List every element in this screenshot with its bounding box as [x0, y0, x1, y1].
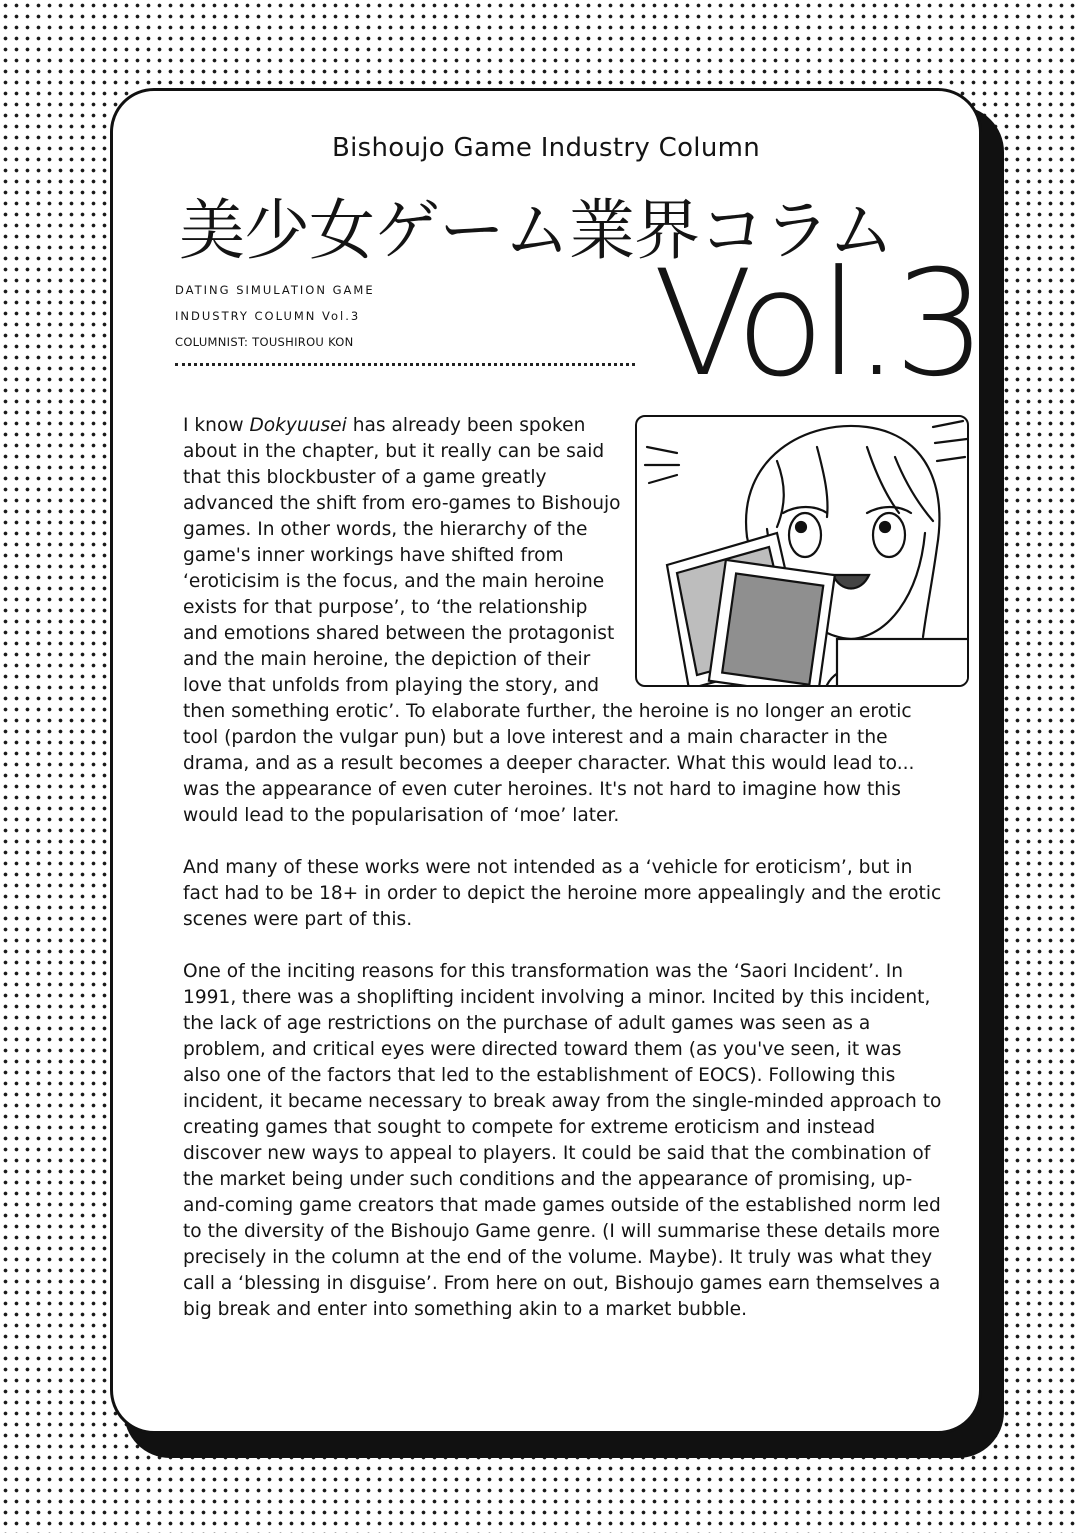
dotted-divider	[175, 363, 635, 366]
columnist: COLUMNIST: TOUSHIROU KON	[175, 335, 354, 349]
p1-game-title: Dokyuusei	[249, 415, 347, 436]
column-panel	[110, 88, 982, 1434]
paragraph-3: One of the inciting reasons for this transformation was the ‘Saori Incident’. In 1991, there was a shoplifting incident involving a minor. Incited by this incident, the lack of age restrictions on the purchase of adult games was seen as a problem, and critical eyes were directed toward them (as you've seen, it was also one of the factors that led to the establishment of EOCS). Following this incident, it became necessary to break away from the single-minded approach to creating games that sought to compete for extreme eroticism and instead discover new ways to appeal to players. It could be said that the combination of the market being under such conditions and the appearance of promising, up-and-coming game creators that made games outside of the established norm led to the diversity of the Bishoujo Game genre. (I will summarise these details more precisely in the column at the end of the volume. Maybe). It truly was what they call a ‘blessing in disguise’. From here on out, Bishoujo games earn themselves a big break and enter into something akin to a market bubble.	[183, 961, 942, 1320]
meta-line-2: INDUSTRY COLUMN Vol.3	[175, 309, 361, 323]
english-title: Bishoujo Game Industry Column	[331, 133, 760, 163]
p1-start: I know	[183, 415, 250, 436]
meta-line-1: DATING SIMULATION GAME	[175, 283, 375, 297]
column-meta	[175, 277, 635, 366]
volume-number: Vol.3	[653, 239, 981, 409]
paragraph-2: And many of these works were not intended as a ‘vehicle for eroticism’, but in fact had to be 18+ in order to depict the heroine more appealingly and the erotic scenes were part of this.	[183, 857, 942, 930]
heroine-illustration	[635, 415, 969, 687]
p1-rest: has already been spoken about in the chapter, but it really can be said that this blockbuster of a game greatly advanced the shift from ero-games to Bishoujo games. In other words, the hierarchy of the game's inner workings have shifted from ‘eroticisim is the focus, and the main heroine exists for that purpose’, to ‘the relationship and emotions shared between the protagonist and the main heroine, the depiction of their love that unfolds from playing the story, and then something erotic’. To elaborate further, the heroine is no longer an erotic tool (pardon the vulgar pun) but a love interest and a main character in the drama, and as a result becomes a deeper character. What this would lead to... was the appearance of even cuter heroines. It's not hard to imagine how this would lead to the popularisation of ‘moe’ later.	[183, 415, 915, 826]
japanese-title: 美少女ゲーム業界コラム	[179, 192, 894, 269]
illustration-drawing	[637, 417, 969, 687]
article-body	[183, 413, 943, 1349]
